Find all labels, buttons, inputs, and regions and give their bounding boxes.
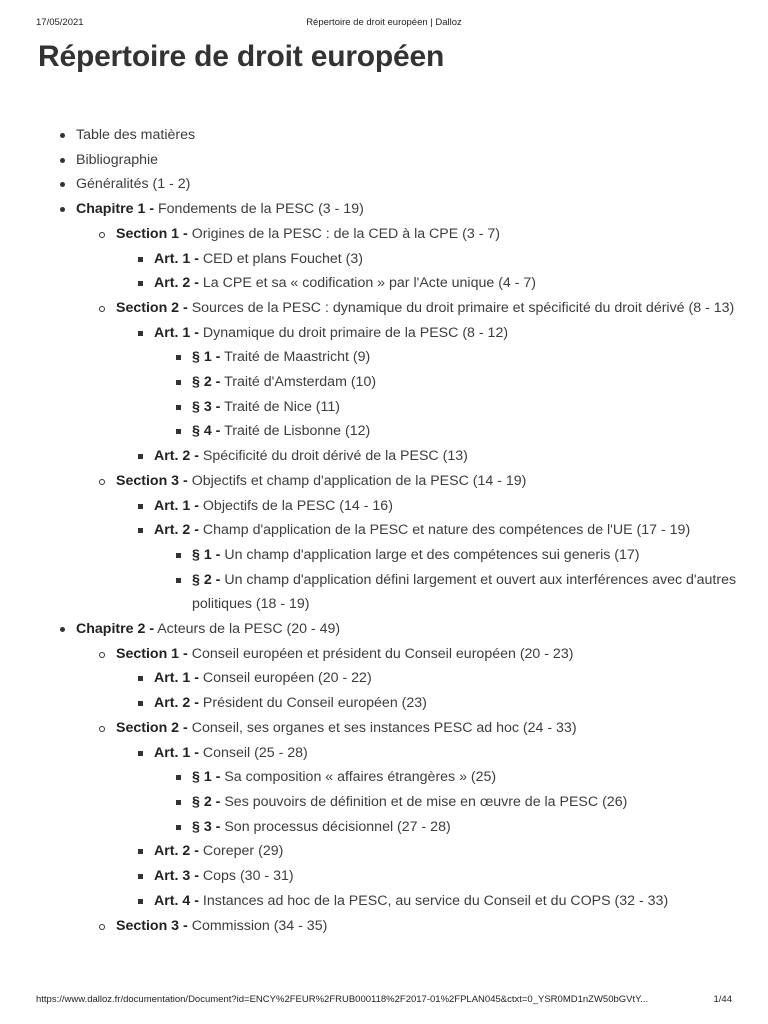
bullet-icon xyxy=(138,331,143,336)
bullet-icon xyxy=(176,553,181,558)
toc-item-level-3[interactable] xyxy=(0,864,768,889)
toc-item-label: § 1 - xyxy=(192,769,221,786)
toc-item-text: Sources de la PESC : dynamique du droit primaire et spécificité du droit dérivé (8 - 13) xyxy=(191,299,735,316)
toc-item-label: Art. 2 - xyxy=(154,695,199,712)
toc-item-text: Fondements de la PESC (3 - 19) xyxy=(158,201,364,218)
toc-item-level-3[interactable] xyxy=(0,271,768,296)
page-number: 1/44 xyxy=(713,994,732,1005)
toc-item-text: Un champ d'application défini largement et ouvert aux interférences avec d'autres politiques (18 - 19) xyxy=(192,571,737,613)
toc-item-text: Traité de Maastricht (9) xyxy=(224,349,371,366)
toc-item-label: § 1 - xyxy=(192,349,221,366)
toc-item-level-1[interactable] xyxy=(0,123,768,148)
toc-item-level-4[interactable] xyxy=(0,543,768,568)
toc-item-level-3[interactable] xyxy=(0,518,768,543)
toc-item-text: Objectifs de la PESC (14 - 16) xyxy=(202,497,393,514)
toc-item-text: Acteurs de la PESC (20 - 49) xyxy=(157,621,341,638)
bullet-icon xyxy=(176,429,181,434)
bullet-icon xyxy=(138,504,143,509)
toc-item-text: Table des matières xyxy=(76,127,196,143)
toc-item-text: Cops (30 - 31) xyxy=(202,868,294,885)
toc-item-level-2[interactable] xyxy=(0,469,768,494)
bullet-icon xyxy=(60,627,65,632)
bullet-icon xyxy=(176,380,181,385)
bullet-icon xyxy=(138,257,143,262)
bullet-icon xyxy=(138,676,143,681)
toc-item-text: Dynamique du droit primaire de la PESC (8 - 12) xyxy=(202,324,509,341)
toc-item-label: Art. 4 - xyxy=(154,892,199,909)
toc-item-level-3[interactable] xyxy=(0,741,768,766)
toc-item-label: Section 3 - xyxy=(116,472,188,489)
toc-item-text: Président du Conseil européen (23) xyxy=(202,695,427,712)
bullet-icon xyxy=(138,849,143,854)
toc-item-text: Traité de Lisbonne (12) xyxy=(224,423,371,440)
bullet-icon xyxy=(60,133,65,138)
bullet-icon xyxy=(176,355,181,360)
toc-item-level-4[interactable] xyxy=(0,395,768,420)
bullet-icon xyxy=(99,726,105,732)
toc-item-text: Un champ d'application large et des compétences sui generis (17) xyxy=(224,546,640,563)
toc-item-text: La CPE et sa « codification » par l'Acte unique (4 - 7) xyxy=(202,275,537,292)
toc-item-level-1[interactable] xyxy=(0,172,768,197)
toc-item-text: Origines de la PESC : de la CED à la CPE (3 - 7) xyxy=(191,225,501,242)
toc-item-label: § 4 - xyxy=(192,423,221,440)
print-document-title: Répertoire de droit européen | Dalloz xyxy=(306,17,462,28)
toc-item-label: § 3 - xyxy=(192,398,221,415)
bullet-icon xyxy=(176,825,181,830)
bullet-icon xyxy=(138,874,143,879)
toc-item-level-3[interactable] xyxy=(0,494,768,519)
toc-list xyxy=(0,123,768,938)
print-footer xyxy=(36,994,732,1008)
bullet-icon xyxy=(176,405,181,410)
print-date: 17/05/2021 xyxy=(36,17,84,28)
toc-item-text: Conseil européen et président du Conseil européen (20 - 23) xyxy=(191,645,574,662)
bullet-icon xyxy=(138,281,143,286)
bullet-icon xyxy=(138,899,143,904)
toc-item-level-1[interactable] xyxy=(0,617,768,642)
print-header xyxy=(36,17,732,31)
toc-item-label: Art. 2 - xyxy=(154,522,199,539)
toc-item-text: Traité de Nice (11) xyxy=(224,398,340,415)
toc-item-label: Art. 1 - xyxy=(154,497,199,514)
toc-item-label: § 2 - xyxy=(192,793,221,810)
toc-item-level-3[interactable] xyxy=(0,321,768,346)
toc-item-level-3[interactable] xyxy=(0,247,768,272)
toc-item-label: Section 1 - xyxy=(116,225,188,242)
toc-item-text: Son processus décisionnel (27 - 28) xyxy=(224,818,451,835)
bullet-icon xyxy=(60,207,65,212)
toc-item-text: Objectifs et champ d'application de la PESC (14 - 19) xyxy=(191,472,527,489)
toc-item-label: Section 2 - xyxy=(116,719,188,736)
toc-item-text: Conseil, ses organes et ses instances PESC ad hoc (24 - 33) xyxy=(191,719,577,736)
toc-item-text: Spécificité du droit dérivé de la PESC (13) xyxy=(202,448,468,465)
bullet-icon xyxy=(176,775,181,780)
bullet-icon xyxy=(138,751,143,756)
toc-item-label: Art. 2 - xyxy=(154,843,199,860)
toc-item-level-2[interactable] xyxy=(0,296,768,321)
toc-item-text: Ses pouvoirs de définition et de mise en œuvre de la PESC (26) xyxy=(224,793,628,810)
toc-item-label: Art. 1 - xyxy=(154,250,199,267)
bullet-icon xyxy=(138,701,143,706)
toc-item-level-4[interactable] xyxy=(0,790,768,815)
toc-item-label: Section 2 - xyxy=(116,299,188,316)
toc-item-level-4[interactable] xyxy=(0,815,768,840)
table-of-contents xyxy=(0,123,768,938)
toc-item-label: Art. 2 - xyxy=(154,275,199,292)
toc-item-text: Conseil (25 - 28) xyxy=(202,744,308,761)
toc-item-label: Section 3 - xyxy=(116,917,188,934)
toc-item-label: Art. 1 - xyxy=(154,670,199,687)
toc-item-text: Généralités (1 - 2) xyxy=(76,176,191,193)
toc-item-level-2[interactable] xyxy=(0,642,768,667)
toc-item-label: Art. 2 - xyxy=(154,448,199,465)
toc-item-level-3[interactable] xyxy=(0,444,768,469)
toc-item-level-4[interactable] xyxy=(0,765,768,790)
toc-item-level-1[interactable] xyxy=(0,197,768,222)
toc-item-text: Commission (34 - 35) xyxy=(191,917,328,934)
toc-item-level-3[interactable] xyxy=(0,666,768,691)
toc-item-text: Conseil européen (20 - 22) xyxy=(202,670,372,687)
toc-item-label: § 1 - xyxy=(192,546,221,563)
toc-item-level-3[interactable] xyxy=(0,691,768,716)
bullet-icon xyxy=(99,652,105,658)
toc-item-text: Bibliographie xyxy=(76,151,159,168)
bullet-icon xyxy=(60,158,65,163)
toc-item-text: Coreper (29) xyxy=(202,843,284,860)
toc-item-level-4[interactable] xyxy=(0,568,768,617)
toc-item-label: § 3 - xyxy=(192,818,221,835)
toc-item-level-4[interactable] xyxy=(0,419,768,444)
bullet-icon xyxy=(99,479,105,485)
bullet-icon xyxy=(60,182,65,187)
bullet-icon xyxy=(99,306,105,312)
toc-item-level-1[interactable] xyxy=(0,148,768,173)
toc-item-text: Traité d'Amsterdam (10) xyxy=(224,374,377,391)
toc-item-label: Chapitre 2 - xyxy=(76,621,155,638)
toc-item-label: § 2 - xyxy=(192,374,221,391)
bullet-icon xyxy=(138,454,143,459)
toc-item-label: Art. 1 - xyxy=(154,744,199,761)
page-title: Répertoire de droit européen xyxy=(38,40,445,73)
toc-item-level-4[interactable] xyxy=(0,370,768,395)
toc-item-label: Art. 3 - xyxy=(154,868,199,885)
print-url: https://www.dalloz.fr/documentation/Document?id=ENCY%2FEUR%2FRUB000118%2F2017-01%2FPLAN045&ctxt=0_YSR0MD1nZW50bGVtY... xyxy=(36,994,649,1005)
bullet-icon xyxy=(99,924,105,930)
bullet-icon xyxy=(176,800,181,805)
toc-item-level-2[interactable] xyxy=(0,716,768,741)
bullet-icon xyxy=(176,578,181,583)
toc-item-level-4[interactable] xyxy=(0,345,768,370)
bullet-icon xyxy=(99,232,105,238)
toc-item-label: Section 1 - xyxy=(116,645,188,662)
toc-item-text: Instances ad hoc de la PESC, au service du Conseil et du COPS (32 - 33) xyxy=(202,892,669,909)
toc-item-level-2[interactable] xyxy=(0,914,768,939)
toc-item-label: Chapitre 1 - xyxy=(76,201,155,218)
toc-item-level-2[interactable] xyxy=(0,222,768,247)
toc-item-level-3[interactable] xyxy=(0,839,768,864)
toc-item-text: Sa composition « affaires étrangères » (25) xyxy=(224,769,497,786)
toc-item-text: CED et plans Fouchet (3) xyxy=(202,250,363,267)
toc-item-level-3[interactable] xyxy=(0,889,768,914)
toc-item-label: § 2 - xyxy=(192,571,221,588)
toc-item-label: Art. 1 - xyxy=(154,324,199,341)
toc-item-text: Champ d'application de la PESC et nature des compétences de l'UE (17 - 19) xyxy=(202,522,691,539)
bullet-icon xyxy=(138,528,143,533)
